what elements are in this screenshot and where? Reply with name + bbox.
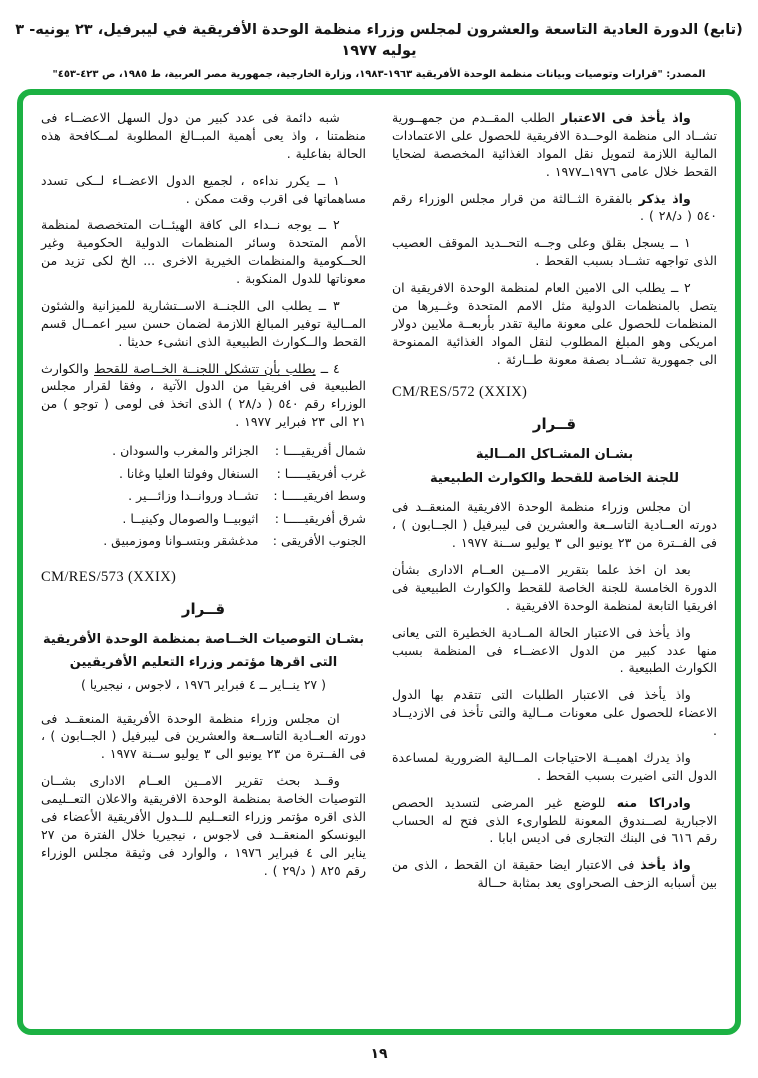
item-number: ٤ ــ <box>315 360 340 376</box>
document-header <box>0 20 758 80</box>
paragraph <box>392 794 717 848</box>
column-right <box>392 109 717 1021</box>
paragraph-text: للوضع غير المرضى لتسديد الحصص الاجبارية لصــندوق المعونة للطوارىء الذى فتح له الحساب رقم ٦١٦ فى البنك التجارى فى اديس ابابا . <box>392 794 717 846</box>
region-countries: الجزائر والمغرب والسودان . <box>112 443 259 458</box>
numbered-item-2 <box>392 279 717 368</box>
paragraph-text: ٢ ــ يطلب الى الامين العام لمنظمة الوحدة الافريقية ان يتصل بالمنظمات الدولية مثل الامم المتحدة وغــيرها من المنظمات للحصول على معونة مالية تقدر بأربعــة ملايين دولار امريكى وهو المبلغ المطلوب لنقل المواد الغذائية الممنوحة الى جمهورية تشــاد بصفة معونة طــارئة . <box>392 280 717 367</box>
paragraph <box>392 624 717 678</box>
paragraph <box>392 498 717 552</box>
numbered-item-3 <box>41 297 366 351</box>
paragraph-text: بالفقرة الثــالثة من قرار مجلس الوزراء رقم ٥٤٠ ( د/٢٨ ) . <box>392 190 717 224</box>
region-row-west <box>41 463 366 486</box>
paragraph <box>392 856 717 892</box>
region-label: الجنوب الأفريقى : <box>272 533 366 548</box>
region-row-north <box>41 440 366 463</box>
paragraph <box>41 710 366 764</box>
region-label: غرب أفريقيـــــا : <box>276 465 366 481</box>
paragraph <box>41 772 366 879</box>
resolution-reference: CM/RES/573 (XXIX) <box>41 568 177 585</box>
resolution-subject-line-1: بشـان المشـاكل المــالية <box>475 447 634 463</box>
resolution-reference: CM/RES/572 (XXIX) <box>392 384 528 401</box>
region-row-east <box>41 508 366 531</box>
page-title: (تابع) الدورة العادية التاسعة والعشرون لمجلس وزراء منظمة الوحدة الأفريقية في ليبرفيل، ٢٣ يونيه- ٣ يوليه ١٩٧٧ <box>15 22 743 60</box>
paragraph-lead: واذ يذكر <box>638 190 691 206</box>
numbered-item-1 <box>392 234 717 270</box>
underlined-phrase: يطلب بأن تتشكل اللجنــة الخــاصة للقحط <box>93 360 316 376</box>
paragraph-text: شبه دائمة فى عدد كبير من دول السهل الاعضــاء فى منظمتنا ، واذ يعى أهمية المبــالغ المطلوبة لمــكافحة هذه الحالة بفاعلية . <box>41 110 366 161</box>
paragraph <box>41 109 366 163</box>
paragraph <box>392 686 717 740</box>
region-label: شرق أفريقيـــــا : <box>274 510 366 526</box>
column-left <box>41 109 366 1021</box>
paragraph-text: فى الاعتبار ايضا حقيقة ان القحط ، الذى من بين أسبابه الزحف الصحراوى يعد بمثابة حــالة <box>392 857 717 891</box>
paragraph <box>392 190 717 226</box>
region-list <box>41 440 366 553</box>
paragraph-text: ٢ ــ يوجه نــداء الى كافة الهيئــات المتخصصة لمنظمة الأمم المتحدة وسائر المنظمات الدولية الحكومية وغير الحــكومية والمنظمات الخيرية الاخرى ... الخ لكى تزيد من معوناتها للدول المنكوبة . <box>41 217 366 286</box>
paragraph-text: الطلب المقــدم من جمهــورية تشــاد الى منظمة الوحــدة الافريقية للحصول على الاعتمادات المالية اللازمة لتمويل نقل المواد الغذائية المخصصة لضحايا القحط خلال عامى ١٩٧٦ــ١٩٧٧ . <box>392 110 717 179</box>
numbered-item-2 <box>41 216 366 288</box>
content-frame <box>17 89 741 1035</box>
region-label: شمال أفريقيــــا : <box>274 443 366 458</box>
paragraph-text: ان مجلس وزراء منظمة الوحدة الأفريقية المنعقــد فى دورته العــادية التاســعة والعشرين فى ليبرفيل ( الجــابون ) ، فى الفــترة من ٢٣ يونيو الى ٣ يوليو ســنة ١٩٧٧ . <box>41 710 366 762</box>
paragraph-text: وقــد بحث تقرير الامــين العــام الادارى بشــان التوصيات الخاصة بمنظمة الوحدة الافريقية والاعلان التعــليمى الذى اقره مؤتمر وزراء التعــليم للــدول الأفريقية الأعضاء فى اليونسكو المنعقــد فى لاجوس ، نيجيريا خلال الفترة من ٢٧ يناير الى ٤ فبراير ١٩٧٦ ، والوارد فى وثيقة مجلس الوزراء رقم ٨٢٥ ( د/٢٩ ) . <box>41 773 366 878</box>
page-number: ١٩ <box>370 1046 388 1062</box>
paragraph-text: والكوارث الطبيعية فى افريقيا من الدول الآتية ، وفقا لقرار مجلس الوزراء رقم ٥٤٠ ( د/٢٨ ) الذى اتخذ فى لومى ( توجو ) من ٢١ الى ٢٣ فبراير ١٩٧٧ . <box>41 360 366 430</box>
resolution-heading: قــرار <box>532 415 577 434</box>
resolution-subject-line-1: بشـان التوصيات الخــاصة بمنظمة الوحدة الأفريقية <box>42 631 365 647</box>
paragraph-text: بعد ان اخذ علما بتقرير الامــين العــام الادارى بشأن الدورة الخامسة للجنة الخاصة للقحط والكوارث الطبيعية فى افريقيا التابعة لمنظمة الوحدة الافريقية . <box>392 562 717 613</box>
region-countries: مدغشقر وبتسـوانا وموزمبيق . <box>103 533 259 548</box>
region-countries: تشــاد وروانــدا وزائـــير . <box>128 488 259 503</box>
paragraph-lead: واذ يأخذ فى الاعتبار <box>561 110 691 125</box>
resolution-subject-line-2: للجنة الخاصة للقحط والكوارث الطبيعية <box>430 470 679 486</box>
paragraph <box>392 109 717 181</box>
paragraph-text: ان مجلس وزراء منظمة الوحدة الافريقية المنعقــد فى دورته العــادية التاســعة والعشرين فى ليبرفيل ( الجــابون ) ، فى الفــترة من ٢٣ يونيو الى ٣ يوليو ســنة ١٩٧٧ . <box>392 499 717 551</box>
paragraph-lead: واذ يأخذ <box>640 857 691 873</box>
source-citation: المصدر: "قرارات وتوصيات وبيانات منظمة الوحدة الأفريقية ١٩٦٣-١٩٨٣، وزارة الخارجية، جمهورية مصر العربية، ط ١٩٨٥، ص ٤٢٣-٤٥٣" <box>52 69 706 81</box>
region-countries: السنغال وفولتا العليا وغانا . <box>118 465 259 481</box>
paragraph-lead: وادراكا منه <box>616 794 691 810</box>
region-row-south <box>41 530 366 553</box>
paragraph-text: واذ يدرك اهميــة الاحتياجات المــالية الضرورية لمساعدة الدول التى اضيرت بسبب القحط . <box>392 749 717 783</box>
paragraph <box>392 749 717 785</box>
paragraph-text: واذ يأخذ فى الاعتبار الحالة المــادية الخطيرة التى يعانى منها عدد كبير من الدول الاعضــاء فى المنظمة بسبب الكوارث الطبيعية . <box>392 624 717 676</box>
numbered-item-1 <box>41 172 366 208</box>
region-countries: اثيوبيــا والصومال وكينيــا . <box>122 510 259 526</box>
paragraph-text: ١ ــ يسجل بقلق وعلى وجــه التحــديد الموقف العصيب الذى تواجهه تشــاد بسبب القحط . <box>392 235 717 269</box>
numbered-item-4 <box>41 360 366 432</box>
resolution-date-note: ( ٢٧ ينــاير ــ ٤ فبراير ١٩٧٦ ، لاجوس ، نيجيريا ) <box>80 676 326 692</box>
paragraph <box>392 561 717 615</box>
region-row-central <box>41 485 366 508</box>
paragraph-text: ٣ ــ يطلب الى اللجنــة الاســتشارية للميزانية والشئون المــالية توفير المبالغ اللازمة لضمان حسن سير اعمــال قسم القحط والــكوارث الطبيعية الذى انشىء حديثا . <box>41 297 366 349</box>
region-label: وسط افريقيـــــا : <box>273 488 366 503</box>
paragraph-text: واذ يأخذ فى الاعتبار الطلبات التى تتقدم بها الدول الاعضاء للحصول على معونات مــالية والتى تأخذ فى الازديــاد . <box>392 687 717 738</box>
resolution-heading: قــرار <box>181 599 226 618</box>
paragraph-text: ١ ــ يكرر نداءه ، لجميع الدول الاعضــاء لــكى تسدد مساهماتها فى اقرب وقت ممكن . <box>41 172 366 206</box>
resolution-subject-line-2: التى اقرها مؤتمر وزراء التعليم الأفريقيين <box>69 655 338 670</box>
